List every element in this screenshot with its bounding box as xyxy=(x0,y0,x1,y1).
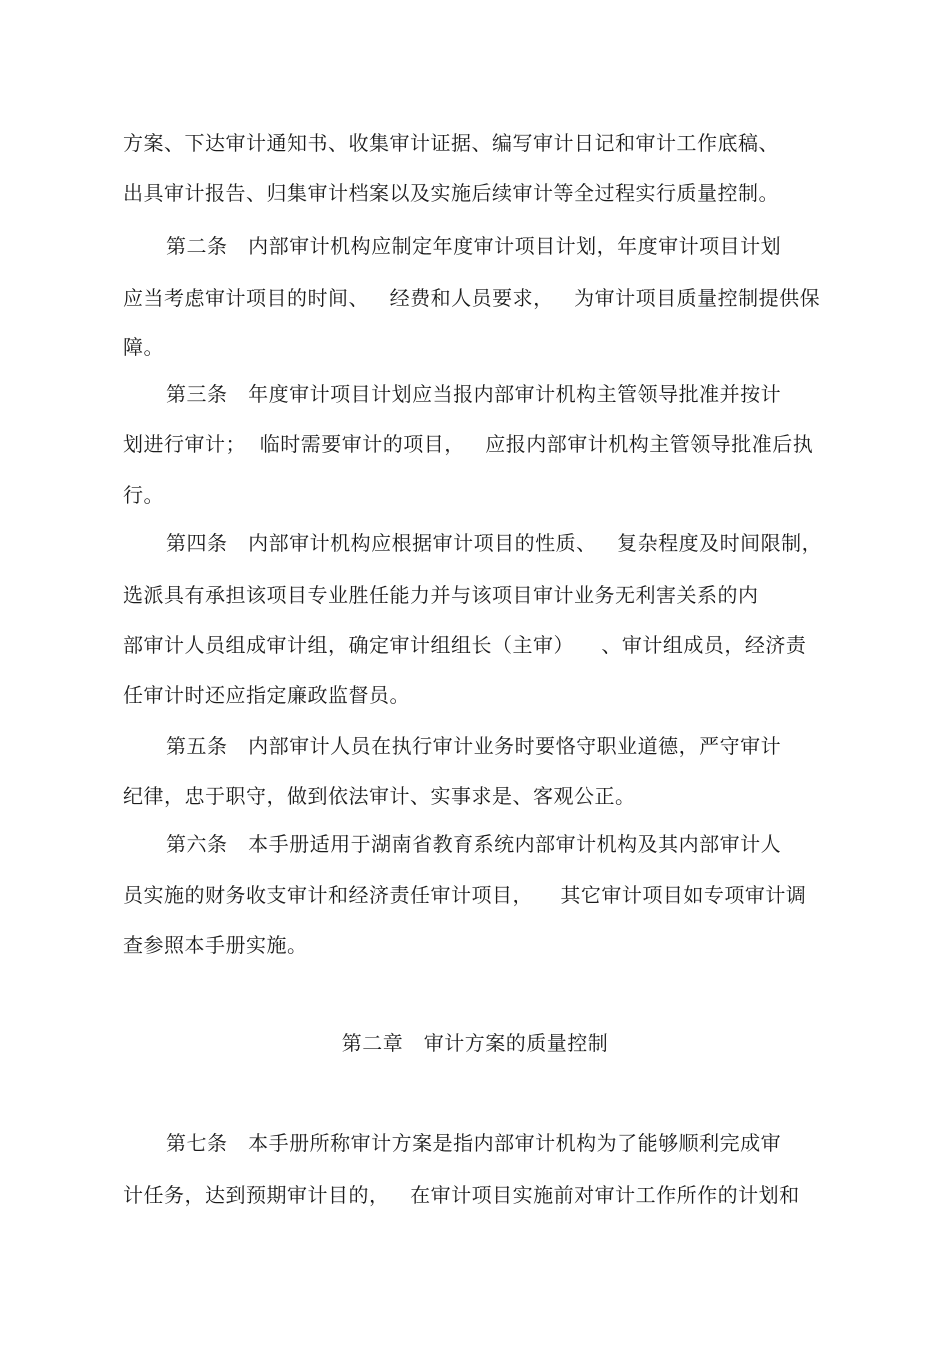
text-line: 应当考虑审计项目的时间、 经费和人员要求， 为审计项目质量控制提供保 xyxy=(123,286,821,310)
text-line: 纪律，忠于职守，做到依法审计、实事求是、客观公正。 xyxy=(123,784,636,808)
text-line: 划进行审计； 临时需要审计的项目， 应报内部审计机构主管领导批准后执 xyxy=(123,432,814,456)
chapter-heading: 第二章 审计方案的质量控制 xyxy=(341,1031,609,1055)
article-4-line: 第四条 内部审计机构应根据审计项目的性质、 复杂程度及时间限制， xyxy=(166,531,823,555)
text-line: 方案、下达审计通知书、收集审计证据、编写审计日记和审计工作底稿、 xyxy=(123,131,779,155)
article-6-line: 第六条 本手册适用于湖南省教育系统内部审计机构及其内部审计人 xyxy=(166,832,782,856)
text-line: 任审计时还应指定廉政监督员。 xyxy=(123,683,410,707)
article-3-line: 第三条 年度审计项目计划应当报内部审计机构主管领导批准并按计 xyxy=(166,382,782,406)
article-2-line: 第二条 内部审计机构应制定年度审计项目计划，年度审计项目计划 xyxy=(166,234,782,258)
text-line: 员实施的财务收支审计和经济责任审计项目， 其它审计项目如专项审计调 xyxy=(123,883,807,907)
article-7-line: 第七条 本手册所称审计方案是指内部审计机构为了能够顺利完成审 xyxy=(166,1131,782,1155)
text-line: 查参照本手册实施。 xyxy=(123,933,308,957)
text-line: 行。 xyxy=(123,483,164,507)
text-line: 部审计人员组成审计组，确定审计组组长（主审） 、审计组成员，经济责 xyxy=(123,633,807,657)
text-line: 计任务，达到预期审计目的， 在审计项目实施前对审计工作所作的计划和 xyxy=(123,1183,800,1207)
text-line: 选派具有承担该项目专业胜任能力并与该项目审计业务无利害关系的内 xyxy=(123,583,759,607)
article-5-line: 第五条 内部审计人员在执行审计业务时要恪守职业道德，严守审计 xyxy=(166,734,782,758)
text-line: 障。 xyxy=(123,335,164,359)
text-line: 出具审计报告、归集审计档案以及实施后续审计等全过程实行质量控制。 xyxy=(123,181,779,205)
